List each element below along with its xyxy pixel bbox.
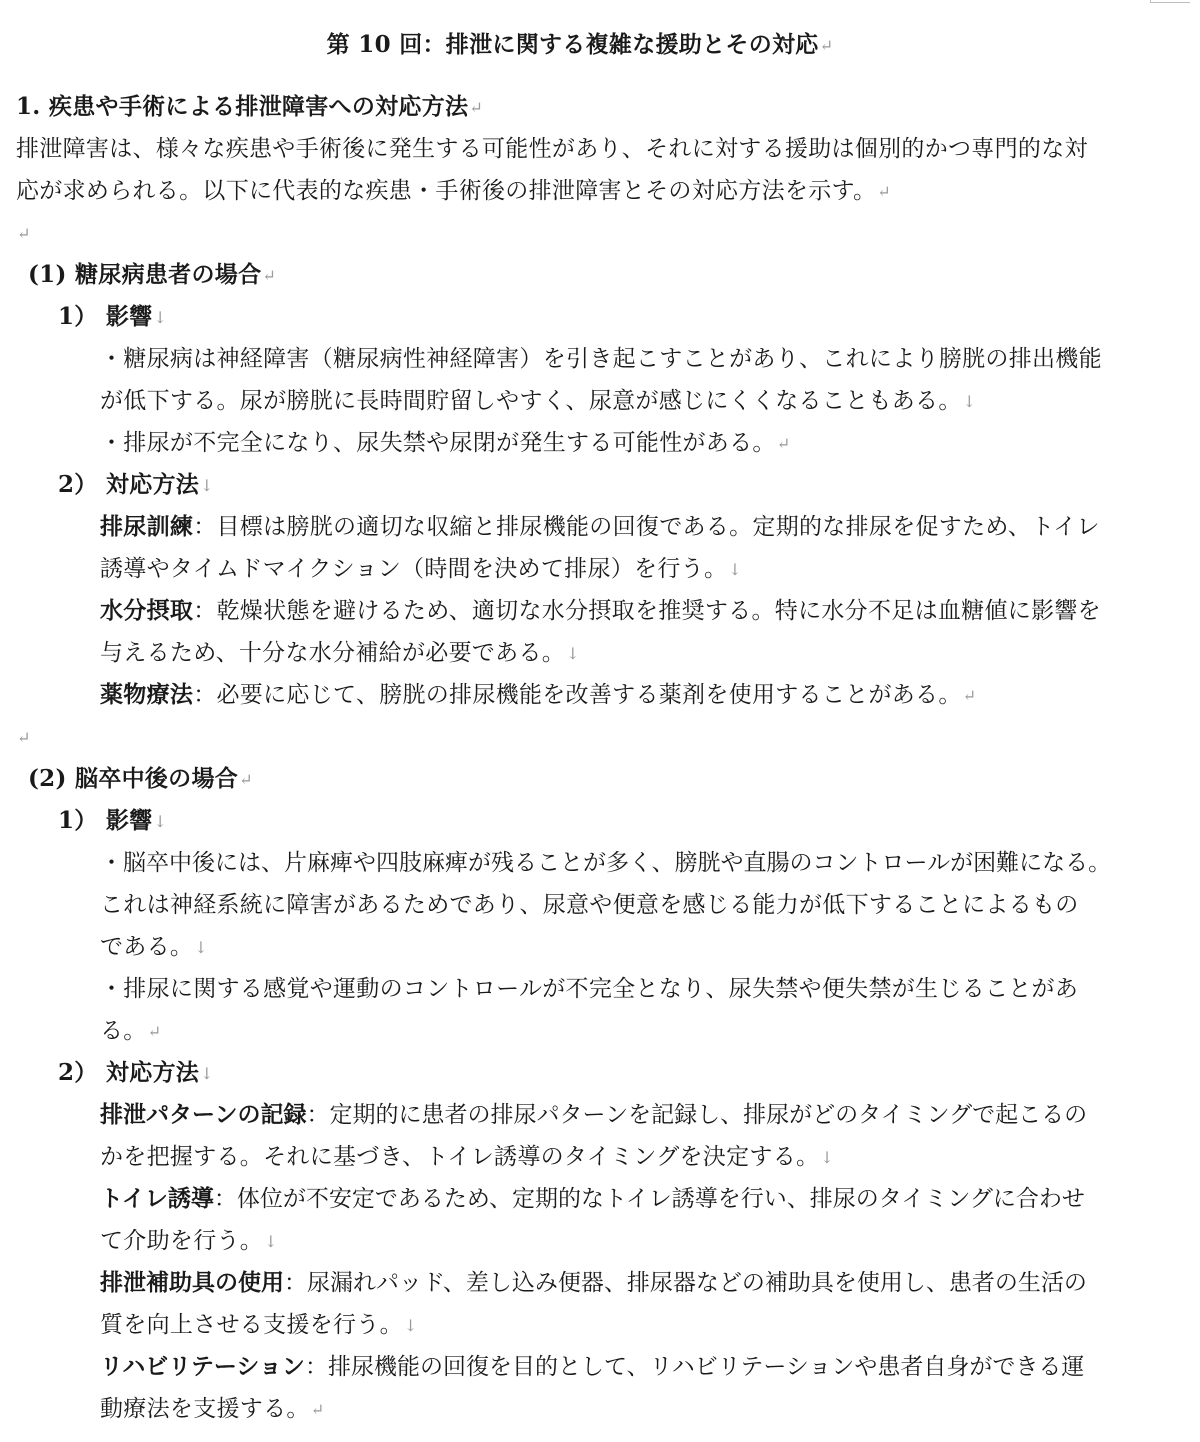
- paragraph-mark: ↵: [310, 1400, 325, 1419]
- paragraph-mark: ↵: [962, 686, 977, 705]
- body-text-line: が低下する。尿が膀胱に長時間貯留しやすく、尿意が感じにくくなることもある。↓: [100, 388, 977, 414]
- empty-paragraph: [16, 218, 31, 249]
- method-item-line: 与えるため、十分な水分補給が必要である。↓: [100, 640, 580, 666]
- method-term: 水分摂取: [100, 597, 194, 624]
- paragraph-mark: ↵: [239, 770, 253, 789]
- method-item-line: 排尿訓練：目標は膀胱の適切な収縮と排尿機能の回復である。定期的な排尿を促すため、トイレ: [100, 513, 1100, 540]
- paragraph-mark: ↵: [877, 182, 891, 201]
- subheading-effects: 1） 影響↓: [58, 303, 168, 330]
- line-break-mark: ↓: [403, 1316, 418, 1335]
- intro-text-line: 応が求められる。以下に代表的な疾患・手術後の排泄障害とその対応方法を示す。↵: [16, 178, 891, 204]
- body-text-line: ・脳卒中後には、片麻痺や四肢麻痺が残ることが多く、膀胱や直腸のコントロールが困難になる。: [100, 850, 1112, 876]
- line-break-mark: ↓: [153, 308, 168, 327]
- method-term: 排泄補助具の使用: [100, 1269, 284, 1296]
- body-text-line: ・排尿に関する感覚や運動のコントロールが不完全となり、尿失禁や便失禁が生じることがあ: [100, 976, 1079, 1002]
- case-heading: (1) 糖尿病患者の場合↵: [28, 261, 277, 288]
- line-break-mark: ↓: [200, 1064, 214, 1083]
- line-break-mark: ↓: [153, 812, 168, 831]
- method-item-line: 質を向上させる支援を行う。↓: [100, 1312, 418, 1338]
- method-item-line: トイレ誘導：体位が不安定であるため、定期的なトイレ誘導を行い、排尿のタイミングに合わせ: [100, 1185, 1085, 1212]
- line-break-mark: ↓: [566, 644, 580, 663]
- line-break-mark: ↓: [820, 1148, 835, 1167]
- page-corner-mark: [1150, 0, 1190, 3]
- line-break-mark: ↓: [200, 476, 214, 495]
- method-item-line: 水分摂取：乾燥状態を避けるため、適切な水分摂取を推奨する。特に水分不足は血糖値に影響を: [100, 597, 1101, 624]
- paragraph-mark: ↵: [776, 434, 791, 453]
- intro-text-line: 排泄障害は、様々な疾患や手術後に発生する可能性があり、それに対する援助は個別的かつ専門的な対: [16, 136, 1088, 162]
- paragraph-mark: ↵: [17, 224, 31, 243]
- subheading-methods: 2） 対応方法↓: [58, 1059, 214, 1086]
- method-item-line: 排泄補助具の使用：尿漏れパッド、差し込み便器、排尿器などの補助具を使用し、患者の生活の: [100, 1269, 1087, 1296]
- paragraph-mark: ↵: [469, 98, 484, 117]
- body-text-line: ・糖尿病は神経障害（糖尿病性神経障害）を引き起こすことがあり、これにより膀胱の排出機能: [100, 346, 1102, 372]
- document-title: [0, 30, 1160, 61]
- method-item-line: て介助を行う。↓: [100, 1228, 278, 1254]
- method-item-line: 誘導やタイムドマイクション（時間を決めて排尿）を行う。↓: [100, 556, 742, 582]
- empty-paragraph: [16, 722, 31, 753]
- method-term: 排泄パターンの記録: [100, 1101, 307, 1128]
- line-break-mark: ↓: [194, 938, 208, 957]
- method-item-line: リハビリテーション：排尿機能の回復を目的として、リハビリテーションや患者自身ができる運: [100, 1353, 1085, 1380]
- body-text-line: これは神経系統に障害があるためであり、尿意や便意を感じる能力が低下することによるもの: [100, 892, 1079, 918]
- method-term: リハビリテーション: [100, 1353, 305, 1380]
- line-break-mark: ↓: [264, 1232, 278, 1251]
- line-break-mark: ↓: [962, 392, 977, 411]
- line-break-mark: ↓: [728, 560, 742, 579]
- paragraph-mark: ↵: [17, 728, 31, 747]
- method-item-line: 動療法を支援する。↵: [100, 1396, 325, 1422]
- method-item-line: 薬物療法：必要に応じて、膀胱の排尿機能を改善する薬剤を使用することがある。↵: [100, 681, 977, 708]
- body-text-line: ・排尿が不完全になり、尿失禁や尿閉が発生する可能性がある。↵: [100, 430, 791, 456]
- title-text: 第 10 回：排泄に関する複雑な援助とその対応: [326, 31, 819, 58]
- method-term: 排尿訓練: [100, 513, 194, 540]
- method-term: トイレ誘導: [100, 1185, 214, 1212]
- method-item-line: 排泄パターンの記録：定期的に患者の排尿パターンを記録し、排尿がどのタイミングで起こるの: [100, 1101, 1088, 1128]
- subheading-methods: 2） 対応方法↓: [58, 471, 214, 498]
- case-heading: (2) 脳卒中後の場合↵: [28, 765, 253, 792]
- method-item-line: かを把握する。それに基づき、トイレ誘導のタイミングを決定する。↓: [100, 1144, 835, 1170]
- body-text-line: である。↓: [100, 934, 208, 960]
- paragraph-mark: ↵: [262, 266, 277, 285]
- body-text-line: る。↵: [100, 1018, 162, 1044]
- subheading-effects: 1） 影響↓: [58, 807, 168, 834]
- section-heading: 1. 疾患や手術による排泄障害への対応方法↵: [16, 93, 484, 120]
- paragraph-mark: ↵: [147, 1022, 162, 1041]
- paragraph-mark: ↵: [819, 36, 834, 55]
- method-term: 薬物療法: [100, 681, 194, 708]
